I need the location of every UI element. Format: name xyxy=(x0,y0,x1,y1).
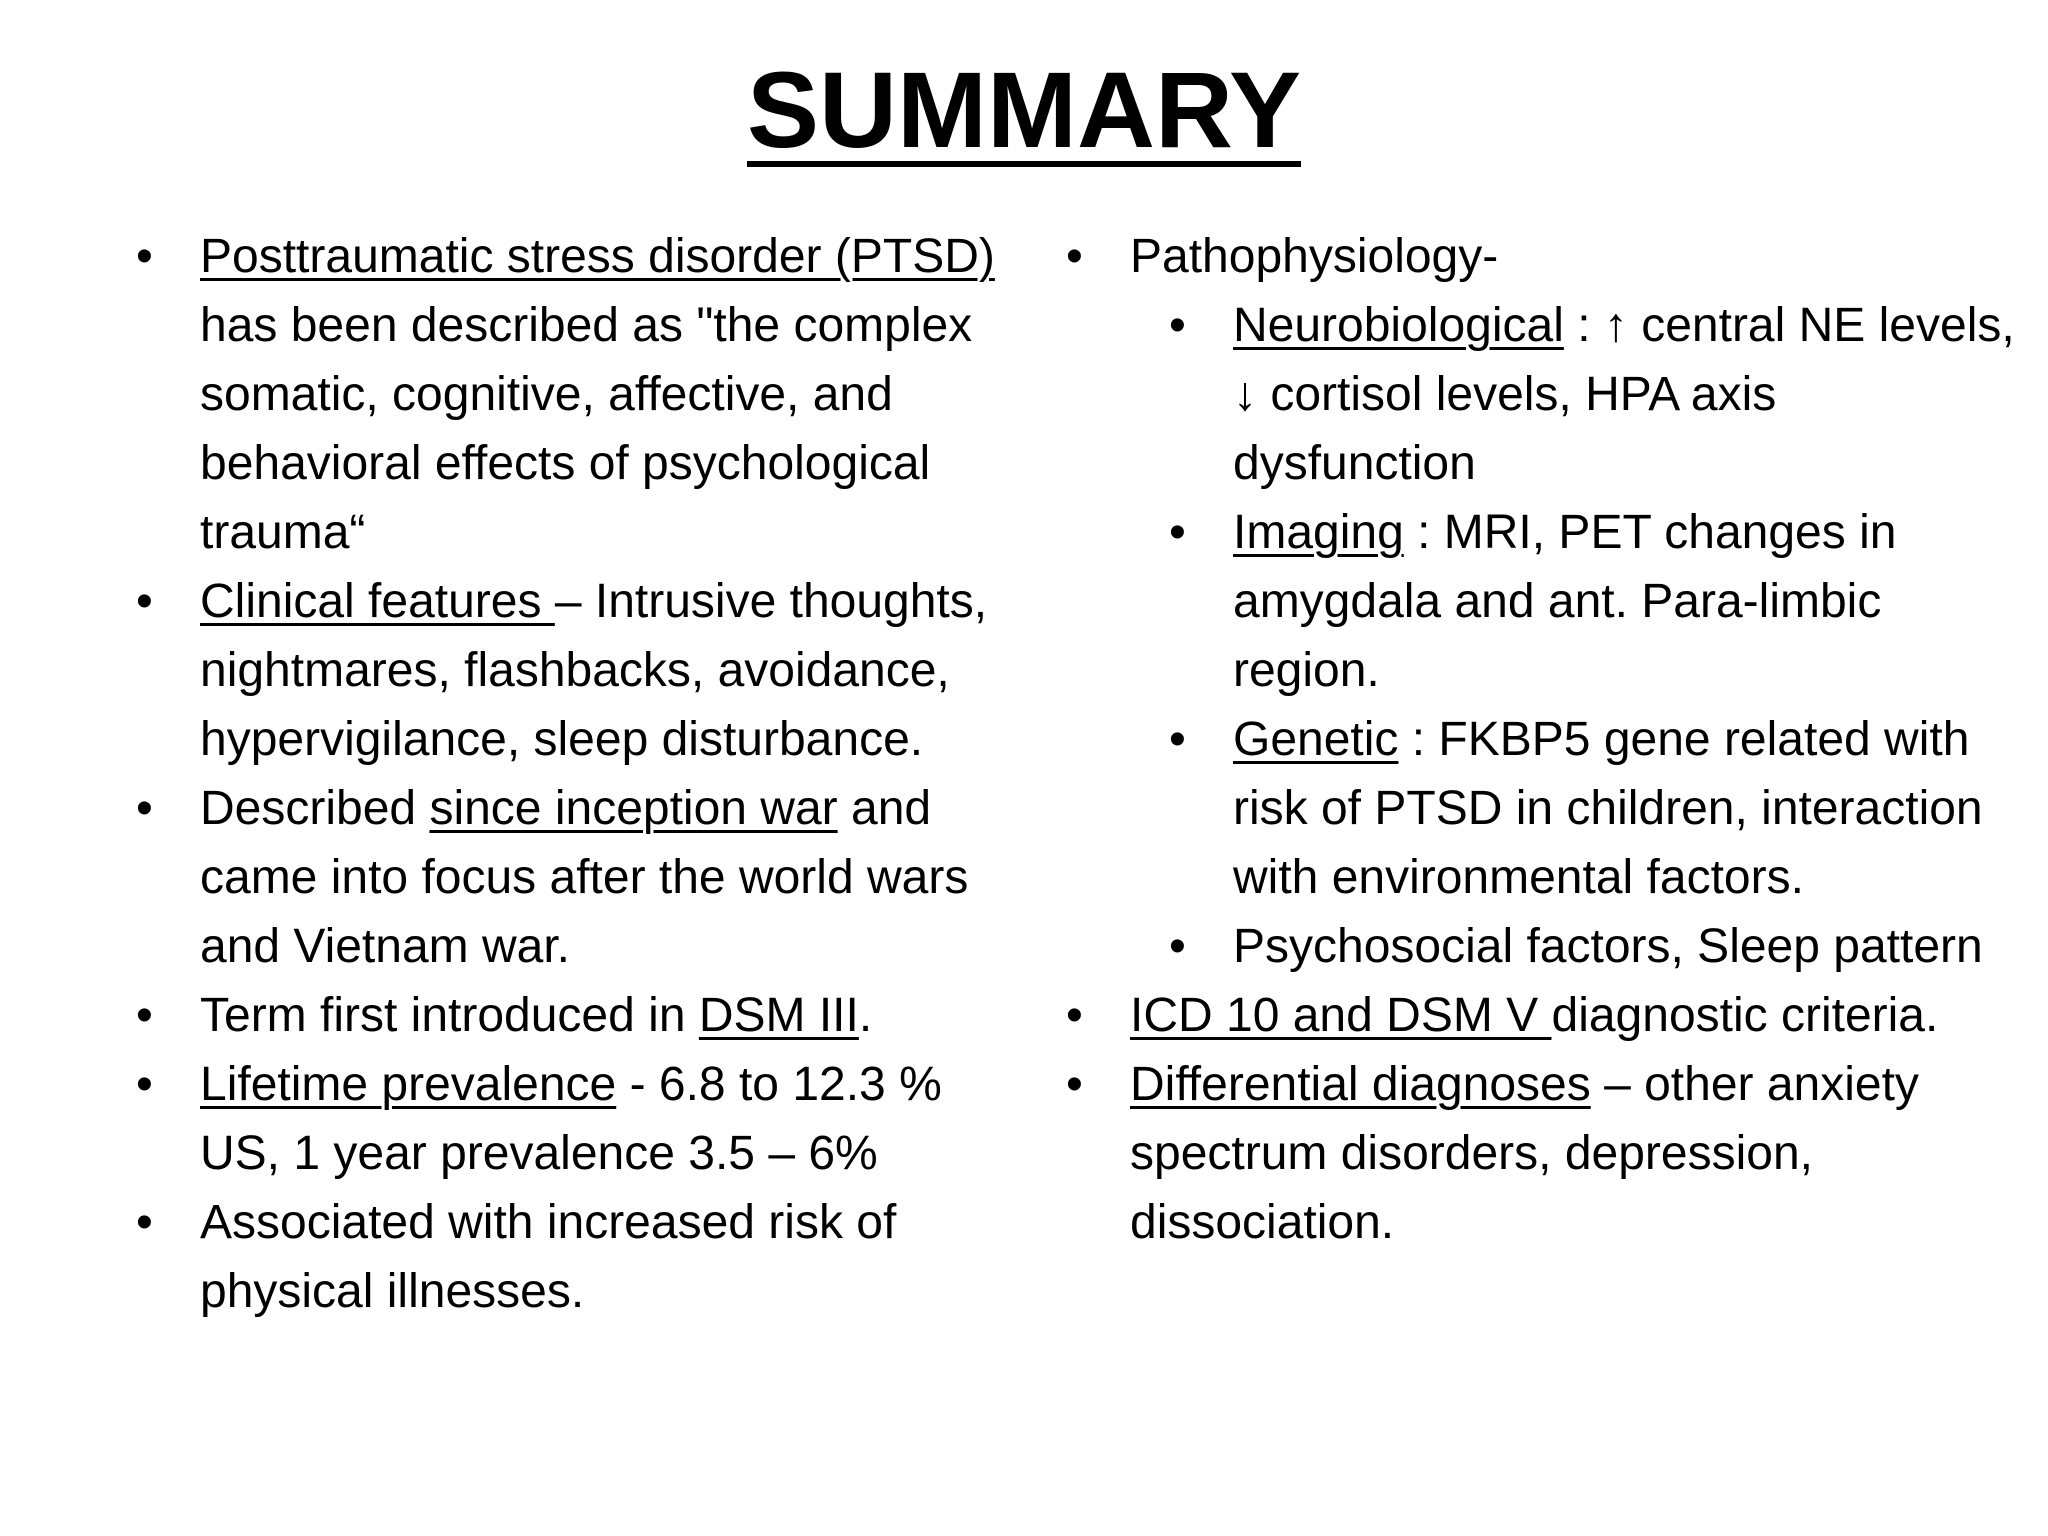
bullet-dot-icon: • xyxy=(136,782,153,835)
right-bullet-list-continued xyxy=(1062,981,2022,1257)
bullet-dot-icon: • xyxy=(136,230,153,283)
clinical-features-term: Clinical features xyxy=(200,575,555,628)
bullet-physical-illness xyxy=(132,1188,1002,1326)
dsm-iii-term: DSM III xyxy=(698,989,859,1042)
psychosocial-text: Psychosocial factors, Sleep pattern xyxy=(1233,920,1983,973)
clinical-features-text: – Intrusive thoughts, nightmares, flashbacks, avoidance, hypervigilance, sleep disturbance. xyxy=(200,575,988,766)
sub-bullet-neurobiological xyxy=(1165,291,2022,498)
imaging-text: : MRI, PET changes in amygdala and ant. Para-limbic region. xyxy=(1233,506,1897,697)
bullet-dot-icon: • xyxy=(136,1058,153,1111)
ptsd-definition-text: has been described as "the complex somatic, cognitive, affective, and behavioral effects of psychological trauma“ xyxy=(200,299,973,559)
differential-diagnoses-text: – other anxiety spectrum disorders, depression, dissociation. xyxy=(1130,1058,1919,1249)
bullet-dot-icon: • xyxy=(1066,1058,1083,1111)
slide-title xyxy=(0,50,2048,170)
bullet-diagnostic-criteria xyxy=(1062,981,2022,1050)
left-bullet-list xyxy=(132,222,1002,1326)
genetic-term: Genetic xyxy=(1233,713,1399,766)
diagnostic-criteria-text: diagnostic criteria. xyxy=(1551,989,1939,1042)
sub-bullet-psychosocial xyxy=(1165,912,2022,981)
neurobiological-text: : ↑ central NE levels, ↓ cortisol levels, HPA axis dysfunction xyxy=(1233,299,2015,490)
left-column xyxy=(132,222,1002,1326)
prevalence-term: Lifetime prevalence xyxy=(200,1058,617,1111)
history-lead-text: Described xyxy=(200,782,430,835)
ptsd-term: Posttraumatic stress disorder (PTSD) xyxy=(200,230,995,283)
right-bullet-list xyxy=(1062,222,2022,291)
sub-bullet-imaging xyxy=(1165,498,2022,705)
bullet-clinical-features xyxy=(132,567,1002,774)
bullet-history xyxy=(132,774,1002,981)
dsm-iii-text: . xyxy=(858,989,873,1042)
bullet-prevalence xyxy=(132,1050,1002,1188)
bullet-ptsd-definition xyxy=(132,222,1002,567)
bullet-pathophysiology xyxy=(1062,222,2022,291)
diagnostic-criteria-term: ICD 10 and DSM V xyxy=(1130,989,1552,1042)
bullet-dot-icon: • xyxy=(1169,920,1186,973)
bullet-dot-icon: • xyxy=(136,1196,153,1249)
imaging-term: Imaging xyxy=(1233,506,1404,559)
bullet-dot-icon: • xyxy=(1066,230,1083,283)
physical-illness-text: Associated with increased risk of physical illnesses. xyxy=(200,1196,897,1318)
differential-diagnoses-term: Differential diagnoses xyxy=(1130,1058,1591,1111)
history-term: since inception war xyxy=(429,782,838,835)
bullet-dot-icon: • xyxy=(1169,506,1186,559)
history-text: and came into focus after the world wars and Vietnam war. xyxy=(200,782,969,973)
pathophysiology-sublist xyxy=(1062,291,2022,981)
bullet-dot-icon: • xyxy=(1169,299,1186,352)
genetic-text: : FKBP5 gene related with risk of PTSD in children, interaction with environmental factors. xyxy=(1233,713,1983,904)
pathophysiology-label: Pathophysiology- xyxy=(1130,230,1499,283)
bullet-dot-icon: • xyxy=(1169,713,1186,766)
bullet-dot-icon: • xyxy=(136,989,153,1042)
dsm-iii-lead-text: Term first introduced in xyxy=(200,989,699,1042)
bullet-dot-icon: • xyxy=(136,575,153,628)
bullet-differential-diagnoses xyxy=(1062,1050,2022,1257)
sub-bullet-genetic xyxy=(1165,705,2022,912)
prevalence-text: - 6.8 to 12.3 % US, 1 year prevalence 3.5 – 6% xyxy=(200,1058,942,1180)
neurobiological-term: Neurobiological xyxy=(1233,299,1564,352)
bullet-dsm-iii xyxy=(132,981,1002,1050)
slide-title-text: SUMMARY xyxy=(747,49,1301,170)
bullet-dot-icon: • xyxy=(1066,989,1083,1042)
right-column xyxy=(1062,222,2022,1257)
